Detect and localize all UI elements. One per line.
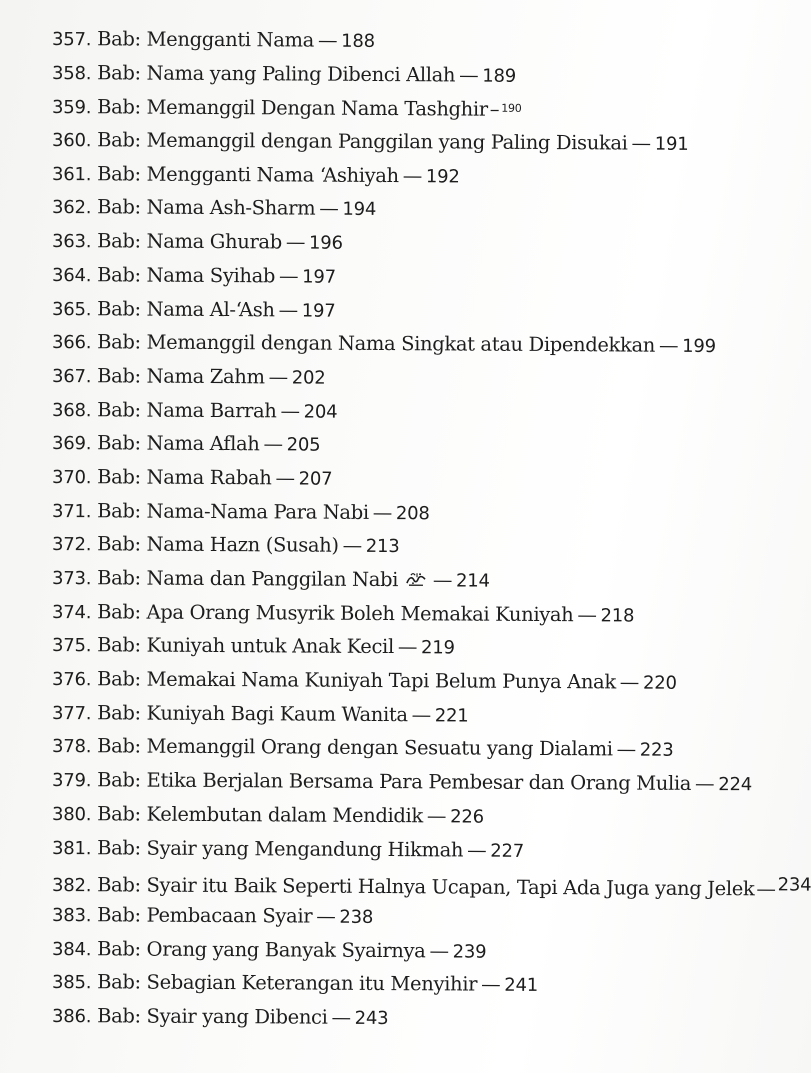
entry-separator: — [616, 737, 636, 762]
entry-page: 197 [302, 266, 337, 288]
entry-title: Bab: Syair yang Dibenci [97, 1004, 328, 1029]
entry-page: 219 [420, 637, 455, 659]
entry-number: 386. [51, 1005, 92, 1028]
entry-page: 194 [342, 199, 377, 221]
entry-page: 199 [682, 336, 717, 358]
entry-separator: — [467, 838, 487, 862]
entry-page: 213 [365, 536, 400, 558]
entry-separator: — [619, 670, 640, 694]
entry-separator: — [372, 500, 393, 524]
entry-title: Bab: Syair itu Baik Seperti Halnya Ucapan, Tapi Ada Juga yang Jelek [97, 873, 755, 901]
entry-separator: — [278, 297, 298, 322]
entry-separator: — [411, 702, 431, 727]
entry-number: 364. [51, 264, 92, 287]
entry-page: 196 [308, 232, 343, 254]
entry-separator: — [285, 230, 306, 254]
entry-number: 368. [51, 399, 92, 421]
entry-page: 189 [482, 65, 517, 87]
toc-entry [52, 190, 782, 228]
entry-separator: — [263, 432, 283, 456]
entry-page: 190 [501, 102, 522, 116]
entry-separator: — [695, 772, 715, 796]
entry-separator: — [316, 904, 336, 928]
entry-title: Bab: Memakai Nama Kuniyah Tapi Belum Punya Anak [97, 667, 616, 694]
entry-number: 376. [51, 669, 92, 691]
entry-separator: — [342, 534, 362, 558]
entry-page: 243 [354, 1007, 389, 1029]
entry-title: Bab: Nama Ash-Sharm [97, 195, 316, 221]
entry-number: 359. [51, 97, 92, 119]
entry-separator: — [317, 28, 338, 52]
toc-entry [52, 763, 782, 801]
entry-number: 381. [51, 837, 92, 859]
entry-title: Bab: Mengganti Nama [97, 27, 315, 52]
toc-entry [52, 292, 782, 330]
entry-title: Bab: Mengganti Nama ‘Ashiyah [97, 162, 399, 187]
entry-title: Bab: Kelembutan dalam Mendidik [97, 802, 424, 828]
entry-number: 380. [51, 803, 92, 826]
entry-separator: — [280, 398, 300, 423]
entry-number: 379. [51, 770, 92, 792]
entry-number: 361. [51, 163, 92, 185]
entry-number: 362. [51, 197, 92, 219]
entry-number: 366. [51, 332, 92, 354]
toc-entry [52, 628, 782, 666]
toc-entry [52, 224, 782, 262]
entry-number: 372. [51, 534, 92, 556]
entry-page: 188 [341, 30, 375, 52]
toc-entry [52, 426, 782, 464]
entry-page: 202 [291, 367, 326, 389]
toc-entry [52, 123, 782, 161]
entry-page: 192 [425, 166, 460, 188]
entry-page: 238 [339, 906, 374, 928]
entry-number: 385. [51, 972, 92, 994]
toc-entry [52, 696, 782, 734]
toc-entry [52, 359, 782, 397]
entry-number: 365. [51, 298, 92, 320]
toc-entry [52, 999, 782, 1037]
entry-separator: — [756, 877, 776, 901]
entry-title: Bab: Sebagian Keterangan itu Menyihir [97, 970, 478, 996]
entry-separator: — [429, 938, 449, 962]
entry-page: 207 [298, 468, 333, 490]
entry-number: 373. [51, 568, 92, 590]
entry-separator: — [268, 365, 288, 389]
toc-entry [52, 22, 782, 60]
toc-entry [52, 157, 782, 195]
entry-number: 382. [51, 875, 92, 897]
toc-entry [52, 527, 782, 565]
entry-separator: — [426, 804, 447, 828]
entry-page: 191 [654, 133, 689, 155]
toc-entry [52, 460, 782, 498]
entry-title: Bab: Kuniyah untuk Anak Kecil [97, 633, 394, 659]
entry-title: Bab: Nama Hazn (Susah) [97, 532, 339, 558]
entry-number: 367. [51, 365, 92, 388]
entry-separator: — [631, 131, 651, 155]
entry-title: Bab: Nama Al-‘Ash [97, 296, 275, 321]
toc-entry [52, 494, 782, 532]
entry-number: 383. [51, 904, 92, 927]
entry-separator: — [402, 163, 423, 188]
entry-title: Bab: Nama Barrah [97, 397, 277, 422]
entry-number: 360. [51, 130, 92, 152]
entry-page: 220 [642, 672, 677, 694]
entry-page: 208 [395, 502, 430, 524]
entry-page: 223 [639, 740, 674, 762]
entry-title: Bab: Pembacaan Syair [97, 903, 313, 928]
entry-number: 371. [51, 500, 92, 522]
table-of-contents [51, 22, 811, 1033]
entry-title: Bab: Syair yang Mengandung Hikmah [97, 835, 464, 862]
toc-entry [52, 797, 782, 835]
entry-page: 226 [450, 806, 484, 828]
entry-title: Bab: Nama-Nama Para Nabi [97, 498, 369, 524]
entry-separator: — [658, 333, 679, 358]
entry-page: 205 [286, 434, 321, 456]
entry-page: 197 [301, 300, 336, 322]
toc-entry [52, 932, 782, 970]
toc-entry [52, 965, 782, 1003]
entry-number: 358. [51, 62, 92, 84]
entry-title: Bab: Memanggil Orang dengan Sesuatu yang Dialami [97, 734, 613, 761]
entry-number: 369. [51, 433, 92, 455]
toc-entry [52, 662, 782, 700]
entry-number: 377. [51, 702, 92, 724]
entry-page: 239 [452, 941, 487, 963]
entry-separator: — [432, 568, 453, 592]
entry-page: 214 [456, 570, 490, 592]
entry-number: 370. [51, 466, 92, 489]
entry-separator: — [275, 466, 295, 490]
entry-page: 204 [303, 401, 338, 423]
toc-entry [52, 56, 782, 94]
entry-separator: — [481, 972, 501, 996]
entry-number: 357. [51, 29, 92, 51]
entry-page: 224 [718, 774, 753, 796]
entry-page: 227 [490, 840, 525, 862]
entry-separator: — [577, 602, 597, 627]
entry-title: Bab: Memanggil dengan Panggilan yang Paling Disukai [97, 128, 628, 155]
entry-title: Bab: Etika Berjalan Bersama Para Pembesar dan Orang Mulia [97, 768, 692, 796]
toc-entry [52, 831, 782, 869]
entry-page: 221 [434, 705, 469, 727]
entry-title: Bab: Memanggil Dengan Nama Tashghir [97, 95, 488, 122]
entry-title: Bab: Nama yang Paling Dibenci Allah [97, 60, 456, 87]
toc-entry [52, 898, 782, 936]
entry-page: 218 [600, 605, 635, 627]
entry-title: Bab: Apa Orang Musyrik Boleh Memakai Kuniyah [97, 599, 574, 626]
entry-title: Bab: Nama dan Panggilan Nabi [97, 566, 399, 592]
entry-separator: — [331, 1005, 351, 1029]
toc-entry [52, 729, 782, 767]
entry-number: 363. [51, 231, 92, 253]
entry-title: Bab: Nama Zahm [97, 364, 265, 389]
entry-title: Bab: Nama Rabah [97, 465, 272, 490]
entry-title: Bab: Nama Syihab [97, 263, 276, 288]
entry-title: Bab: Memanggil dengan Nama Singkat atau Dipendekkan [97, 330, 656, 357]
toc-entry [52, 595, 782, 633]
entry-separator: — [397, 635, 418, 659]
entry-number: 384. [51, 938, 92, 960]
entry-separator: — [459, 63, 479, 87]
entry-title: Bab: Nama Aflah [97, 431, 260, 456]
entry-separator: – [489, 98, 500, 122]
toc-entry [52, 325, 782, 363]
entry-title: Bab: Nama Ghurab [97, 229, 282, 254]
toc-entry [52, 393, 782, 431]
entry-number: 374. [51, 601, 92, 623]
toc-entry [52, 89, 782, 127]
entry-number: 375. [51, 635, 92, 657]
sallallahu-alaihi-wasallam-icon [405, 571, 427, 587]
entry-page: 234 [777, 874, 811, 896]
toc-entry [52, 258, 782, 296]
entry-separator: — [278, 264, 299, 288]
entry-title: Bab: Kuniyah Bagi Kaum Wanita [97, 701, 408, 726]
entry-page: 241 [504, 975, 539, 997]
toc-entry [52, 561, 782, 599]
entry-title: Bab: Orang yang Banyak Syairnya [97, 936, 426, 962]
toc-entry [51, 864, 811, 902]
entry-number: 378. [51, 736, 92, 758]
entry-separator: — [319, 197, 339, 221]
